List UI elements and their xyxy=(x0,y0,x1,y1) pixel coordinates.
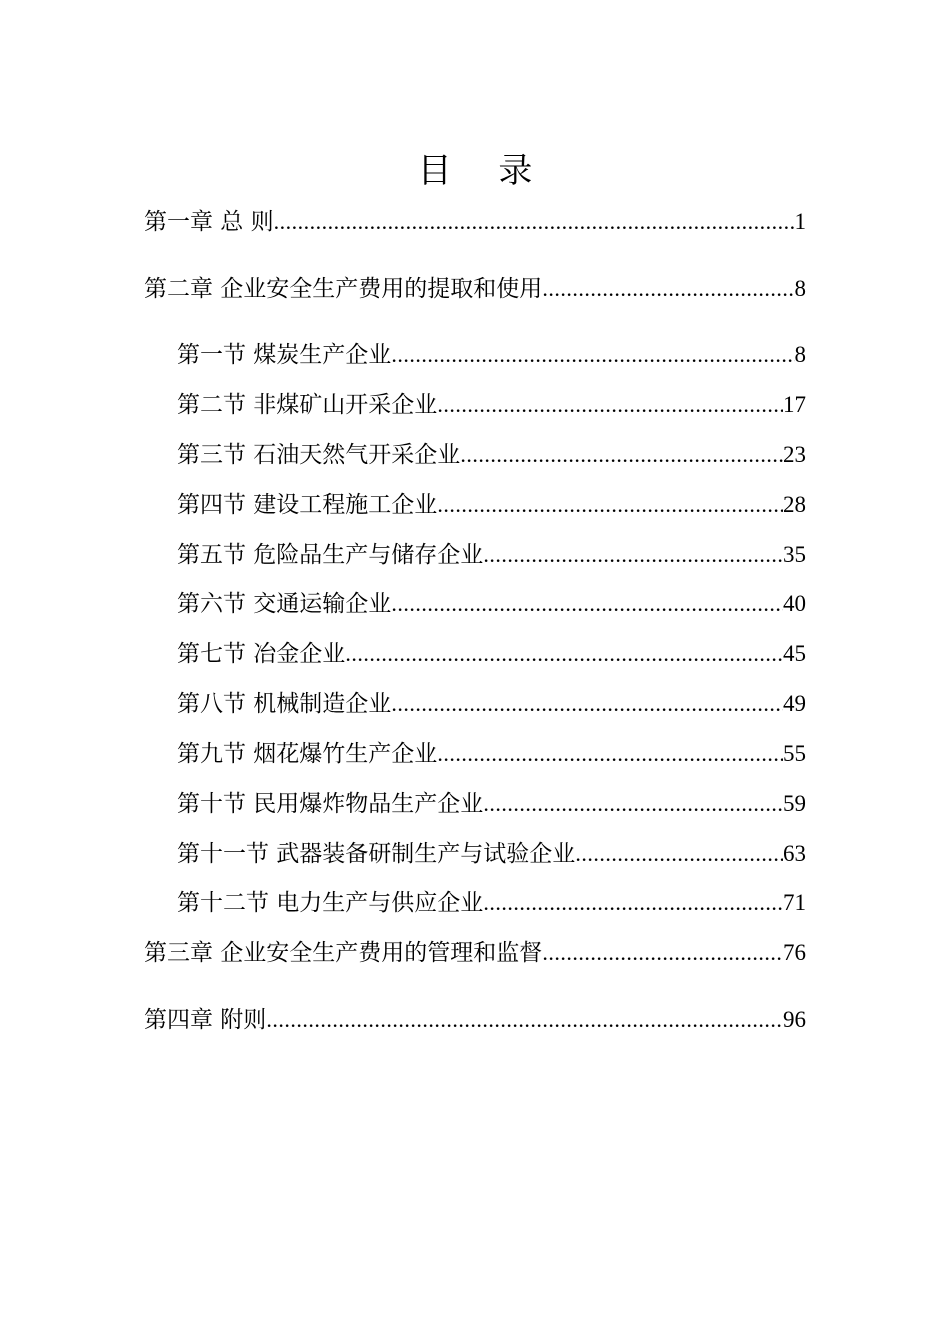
page-number: 17 xyxy=(783,392,806,417)
entry-title: 第四章 附则 xyxy=(144,1007,267,1033)
dot-leader xyxy=(274,205,795,239)
toc-entry-section-9[interactable] xyxy=(177,737,806,771)
dot-leader xyxy=(483,787,783,821)
dot-leader xyxy=(437,737,783,771)
entry-title: 第二章 企业安全生产费用的提取和使用 xyxy=(144,276,543,302)
page-number: 23 xyxy=(783,442,806,467)
dot-leader xyxy=(391,687,783,721)
page-number: 55 xyxy=(783,741,806,766)
dot-leader xyxy=(437,388,783,422)
dot-leader xyxy=(391,587,783,621)
dot-leader xyxy=(483,886,783,920)
dot-leader xyxy=(542,936,783,970)
entry-title: 第五节 危险品生产与储存企业 xyxy=(177,542,484,568)
toc-entry-section-10[interactable] xyxy=(177,787,806,821)
toc-entry-section-12[interactable] xyxy=(177,886,806,920)
toc-entry-section-7[interactable] xyxy=(177,637,806,671)
toc-entry-section-3[interactable] xyxy=(177,438,806,472)
entry-title: 第三节 石油天然气开采企业 xyxy=(177,442,461,468)
dot-leader xyxy=(542,272,794,306)
entry-title: 第八节 机械制造企业 xyxy=(177,691,392,717)
page-number: 71 xyxy=(783,890,806,915)
toc-entry-chapter-2[interactable] xyxy=(144,272,806,306)
page-number: 8 xyxy=(794,342,806,367)
entry-title: 第二节 非煤矿山开采企业 xyxy=(177,392,438,418)
toc-entry-chapter-4[interactable] xyxy=(144,1003,806,1037)
entry-title: 第九节 烟花爆竹生产企业 xyxy=(177,741,438,767)
entry-title: 第十二节 电力生产与供应企业 xyxy=(177,890,484,916)
dot-leader xyxy=(437,488,783,522)
page-number: 76 xyxy=(783,940,806,965)
entry-title: 第十节 民用爆炸物品生产企业 xyxy=(177,791,484,817)
dot-leader xyxy=(575,837,783,871)
dot-leader xyxy=(345,637,783,671)
page-number: 1 xyxy=(794,209,806,234)
page-number: 40 xyxy=(783,591,806,616)
toc-entry-section-8[interactable] xyxy=(177,687,806,721)
toc-entry-chapter-1[interactable] xyxy=(144,205,806,239)
toc-entry-section-1[interactable] xyxy=(177,338,806,372)
entry-title: 第十一节 武器装备研制生产与试验企业 xyxy=(177,841,576,867)
page-number: 63 xyxy=(783,841,806,866)
dot-leader xyxy=(391,338,794,372)
toc-entry-section-4[interactable] xyxy=(177,488,806,522)
page-number: 96 xyxy=(783,1007,806,1032)
entry-title: 第七节 冶金企业 xyxy=(177,641,346,667)
entry-title: 第六节 交通运输企业 xyxy=(177,591,392,617)
page-number: 59 xyxy=(783,791,806,816)
dot-leader xyxy=(266,1003,783,1037)
entry-title: 第一节 煤炭生产企业 xyxy=(177,342,392,368)
dot-leader xyxy=(460,438,783,472)
entry-title: 第三章 企业安全生产费用的管理和监督 xyxy=(144,940,543,966)
toc-entry-chapter-3[interactable] xyxy=(144,936,806,970)
toc-entry-section-2[interactable] xyxy=(177,388,806,422)
toc-entry-section-5[interactable] xyxy=(177,538,806,572)
page-title: 目 录 xyxy=(417,151,551,191)
page-number: 35 xyxy=(783,542,806,567)
page-number: 28 xyxy=(783,492,806,517)
toc-entry-section-11[interactable] xyxy=(177,837,806,871)
dot-leader xyxy=(483,538,783,572)
page-number: 8 xyxy=(794,276,806,301)
entry-title: 第一章 总 则 xyxy=(144,209,274,235)
toc-entry-section-6[interactable] xyxy=(177,587,806,621)
entry-title: 第四节 建设工程施工企业 xyxy=(177,492,438,518)
page-number: 49 xyxy=(783,691,806,716)
page-number: 45 xyxy=(783,641,806,666)
